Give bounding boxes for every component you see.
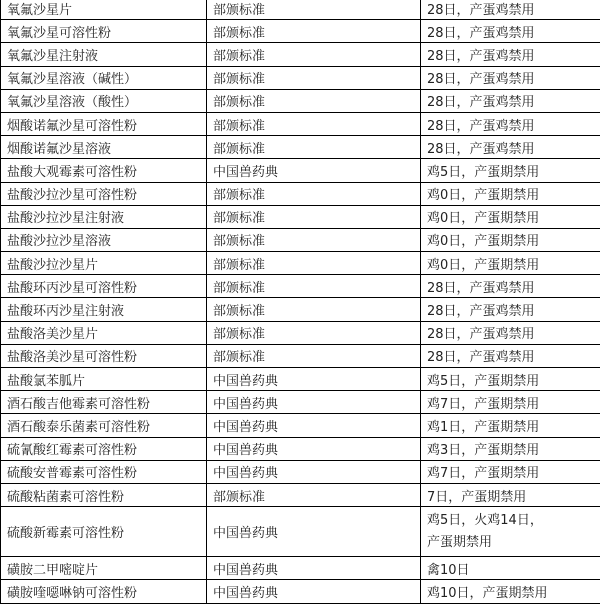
table-body bbox=[1, 0, 600, 603]
withdrawal-cell: 28日，产蛋鸡禁用 bbox=[421, 321, 600, 344]
drug-name-cell: 硫氰酸红霉素可溶性粉 bbox=[1, 437, 207, 460]
standard-cell: 部颁标准 bbox=[207, 112, 421, 135]
drug-name-cell: 盐酸环丙沙星可溶性粉 bbox=[1, 275, 207, 298]
standard-cell: 部颁标准 bbox=[207, 89, 421, 112]
withdrawal-line: 产蛋期禁用 bbox=[427, 534, 493, 550]
drug-name-cell: 氧氟沙星片 bbox=[1, 0, 207, 20]
table-row bbox=[1, 483, 600, 506]
table-row bbox=[1, 43, 600, 66]
withdrawal-cell: 28日，产蛋鸡禁用 bbox=[421, 136, 600, 159]
standard-cell: 部颁标准 bbox=[207, 0, 421, 20]
table-row bbox=[1, 460, 600, 483]
withdrawal-cell: 28日，产蛋鸡禁用 bbox=[421, 20, 600, 43]
standard-cell: 部颁标准 bbox=[207, 136, 421, 159]
drug-name-cell: 酒石酸泰乐菌素可溶性粉 bbox=[1, 414, 207, 437]
drug-name-cell: 烟酸诺氟沙星溶液 bbox=[1, 136, 207, 159]
table-row bbox=[1, 205, 600, 228]
table-row bbox=[1, 112, 600, 135]
withdrawal-cell bbox=[421, 507, 600, 557]
standard-cell: 部颁标准 bbox=[207, 66, 421, 89]
standard-cell: 中国兽药典 bbox=[207, 414, 421, 437]
withdrawal-cell: 鸡10日，产蛋期禁用 bbox=[421, 580, 600, 603]
table-row bbox=[1, 252, 600, 275]
table-row bbox=[1, 182, 600, 205]
drug-name-cell: 盐酸沙拉沙星片 bbox=[1, 252, 207, 275]
withdrawal-cell: 28日，产蛋鸡禁用 bbox=[421, 112, 600, 135]
drug-name-cell: 盐酸氯苯胍片 bbox=[1, 368, 207, 391]
drug-name-cell: 盐酸沙拉沙星溶液 bbox=[1, 228, 207, 251]
table-row bbox=[1, 159, 600, 182]
standard-cell: 部颁标准 bbox=[207, 321, 421, 344]
table-row bbox=[1, 507, 600, 557]
drug-name-cell: 酒石酸吉他霉素可溶性粉 bbox=[1, 391, 207, 414]
standard-cell: 部颁标准 bbox=[207, 20, 421, 43]
withdrawal-cell: 鸡0日，产蛋期禁用 bbox=[421, 205, 600, 228]
withdrawal-cell: 7日，产蛋期禁用 bbox=[421, 483, 600, 506]
table-row bbox=[1, 228, 600, 251]
withdrawal-line: 鸡5日，火鸡14日， bbox=[427, 512, 543, 528]
withdrawal-cell: 鸡0日，产蛋期禁用 bbox=[421, 252, 600, 275]
standard-cell: 部颁标准 bbox=[207, 228, 421, 251]
drug-name-cell: 烟酸诺氟沙星可溶性粉 bbox=[1, 112, 207, 135]
standard-cell: 中国兽药典 bbox=[207, 460, 421, 483]
table-row bbox=[1, 344, 600, 367]
drug-name-cell: 氧氟沙星溶液（碱性） bbox=[1, 66, 207, 89]
table-row bbox=[1, 275, 600, 298]
table-row bbox=[1, 368, 600, 391]
standard-cell: 中国兽药典 bbox=[207, 507, 421, 557]
drug-name-cell: 盐酸沙拉沙星可溶性粉 bbox=[1, 182, 207, 205]
standard-cell: 中国兽药典 bbox=[207, 437, 421, 460]
table-row bbox=[1, 0, 600, 20]
withdrawal-cell: 28日，产蛋鸡禁用 bbox=[421, 344, 600, 367]
withdrawal-cell: 28日，产蛋鸡禁用 bbox=[421, 298, 600, 321]
table-row bbox=[1, 20, 600, 43]
drug-name-cell: 氧氟沙星注射液 bbox=[1, 43, 207, 66]
drug-name-cell: 氧氟沙星可溶性粉 bbox=[1, 20, 207, 43]
standard-cell: 中国兽药典 bbox=[207, 391, 421, 414]
drug-name-cell: 硫酸安普霉素可溶性粉 bbox=[1, 460, 207, 483]
standard-cell: 部颁标准 bbox=[207, 483, 421, 506]
withdrawal-cell: 鸡3日，产蛋期禁用 bbox=[421, 437, 600, 460]
table-row bbox=[1, 89, 600, 112]
standard-cell: 部颁标准 bbox=[207, 205, 421, 228]
standard-cell: 部颁标准 bbox=[207, 298, 421, 321]
table-row bbox=[1, 391, 600, 414]
standard-cell: 中国兽药典 bbox=[207, 368, 421, 391]
drug-name-cell: 氧氟沙星溶液（酸性） bbox=[1, 89, 207, 112]
withdrawal-cell: 鸡5日，产蛋期禁用 bbox=[421, 159, 600, 182]
withdrawal-cell: 鸡7日，产蛋期禁用 bbox=[421, 460, 600, 483]
table-row bbox=[1, 580, 600, 603]
table-row bbox=[1, 437, 600, 460]
withdrawal-cell: 鸡7日，产蛋期禁用 bbox=[421, 391, 600, 414]
standard-cell: 部颁标准 bbox=[207, 344, 421, 367]
withdrawal-cell: 禽10日 bbox=[421, 557, 600, 580]
standard-cell: 中国兽药典 bbox=[207, 557, 421, 580]
drug-name-cell: 磺胺二甲嘧啶片 bbox=[1, 557, 207, 580]
standard-cell: 部颁标准 bbox=[207, 275, 421, 298]
withdrawal-cell: 鸡5日，产蛋期禁用 bbox=[421, 368, 600, 391]
drug-name-cell: 硫酸新霉素可溶性粉 bbox=[1, 507, 207, 557]
table-row bbox=[1, 321, 600, 344]
withdrawal-cell: 28日，产蛋鸡禁用 bbox=[421, 43, 600, 66]
drug-name-cell: 盐酸大观霉素可溶性粉 bbox=[1, 159, 207, 182]
standard-cell: 中国兽药典 bbox=[207, 159, 421, 182]
drug-name-cell: 盐酸环丙沙星注射液 bbox=[1, 298, 207, 321]
withdrawal-cell: 鸡0日，产蛋期禁用 bbox=[421, 182, 600, 205]
withdrawal-cell: 28日，产蛋鸡禁用 bbox=[421, 275, 600, 298]
standard-cell: 部颁标准 bbox=[207, 43, 421, 66]
drug-name-cell: 盐酸沙拉沙星注射液 bbox=[1, 205, 207, 228]
withdrawal-cell: 28日，产蛋鸡禁用 bbox=[421, 66, 600, 89]
table-row bbox=[1, 136, 600, 159]
withdrawal-cell: 鸡1日，产蛋期禁用 bbox=[421, 414, 600, 437]
withdrawal-cell: 28日，产蛋鸡禁用 bbox=[421, 0, 600, 20]
drug-name-cell: 盐酸洛美沙星片 bbox=[1, 321, 207, 344]
standard-cell: 中国兽药典 bbox=[207, 580, 421, 603]
drug-name-cell: 硫酸粘菌素可溶性粉 bbox=[1, 483, 207, 506]
drug-name-cell: 磺胺喹噁啉钠可溶性粉 bbox=[1, 580, 207, 603]
standard-cell: 部颁标准 bbox=[207, 182, 421, 205]
table-row bbox=[1, 298, 600, 321]
withdrawal-cell: 28日，产蛋鸡禁用 bbox=[421, 89, 600, 112]
table-row bbox=[1, 414, 600, 437]
withdrawal-cell: 鸡0日，产蛋期禁用 bbox=[421, 228, 600, 251]
table-row bbox=[1, 557, 600, 580]
table-row bbox=[1, 66, 600, 89]
standard-cell: 部颁标准 bbox=[207, 252, 421, 275]
drug-name-cell: 盐酸洛美沙星可溶性粉 bbox=[1, 344, 207, 367]
